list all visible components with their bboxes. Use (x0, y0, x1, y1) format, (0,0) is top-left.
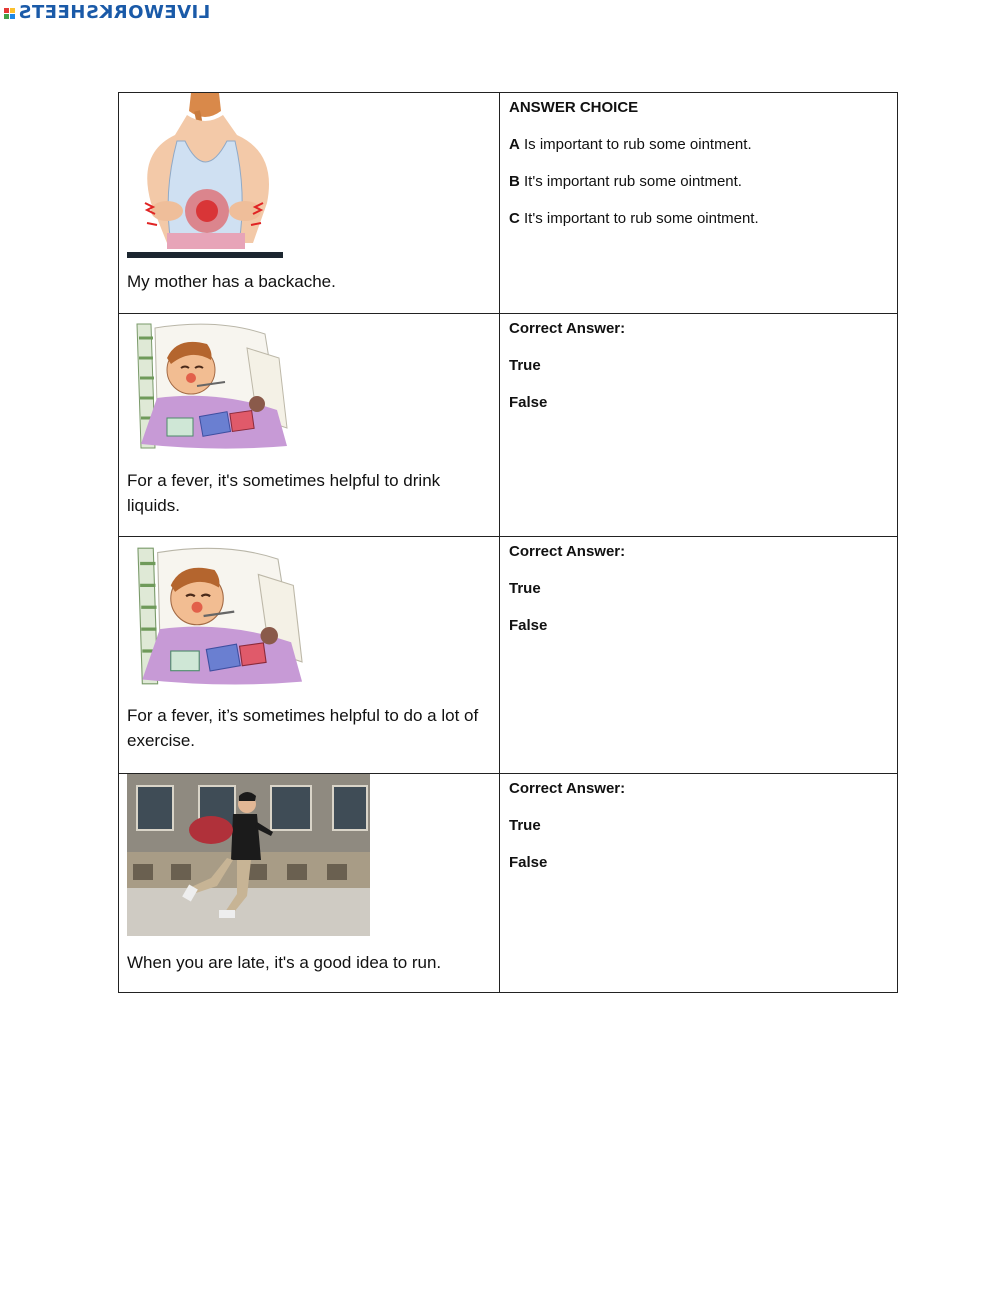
table-row (119, 93, 898, 314)
sick-child-in-bed-image (127, 318, 297, 454)
question-cell (119, 93, 500, 314)
answer-header: Correct Answer: (509, 320, 626, 337)
option-text: It's important to rub some ointment. (519, 210, 759, 227)
answer-header: Correct Answer: (509, 780, 626, 797)
answer-header: Correct Answer: (509, 543, 626, 560)
worksheet-table (118, 92, 898, 993)
question-cell (119, 774, 500, 993)
option-text: It's important rub some ointment. (519, 173, 742, 190)
question-cell (119, 314, 500, 537)
question-cell (119, 537, 500, 774)
liveworksheets-logo (4, 2, 210, 24)
table-row (119, 537, 898, 774)
option-letter: B (509, 173, 520, 190)
true-option[interactable]: True (509, 580, 541, 597)
logo-squares (4, 8, 15, 19)
option-text: Is important to rub some ointment. (519, 136, 752, 153)
question-text: When you are late, it's a good idea to run. (127, 953, 442, 972)
answer-option-b[interactable] (509, 171, 889, 193)
option-letter: A (509, 136, 520, 153)
true-option[interactable]: True (509, 357, 541, 374)
table-row (119, 314, 898, 537)
false-option[interactable]: False (509, 394, 548, 411)
answer-cell (500, 774, 898, 993)
answer-cell (500, 537, 898, 774)
sick-child-in-bed-image (127, 541, 313, 691)
false-option[interactable]: False (509, 617, 548, 634)
answer-cell (500, 93, 898, 314)
table-row (119, 774, 898, 993)
true-option[interactable]: True (509, 817, 541, 834)
backache-woman-image (127, 93, 283, 258)
question-text: My mother has a backache. (127, 272, 336, 291)
question-text: For a fever, it’s sometimes helpful to do a lot of exercise. (127, 706, 479, 750)
question-text: For a fever, it's sometimes helpful to drink liquids. (127, 471, 441, 515)
false-option[interactable]: False (509, 854, 548, 871)
answer-cell (500, 314, 898, 537)
logo-text: LIVEWORKSHEETS (18, 2, 211, 23)
answer-header: ANSWER CHOICE (509, 99, 639, 116)
answer-option-c[interactable] (509, 208, 889, 230)
option-letter: C (509, 210, 520, 227)
running-man-image (127, 774, 370, 936)
answer-option-a[interactable] (509, 134, 889, 156)
